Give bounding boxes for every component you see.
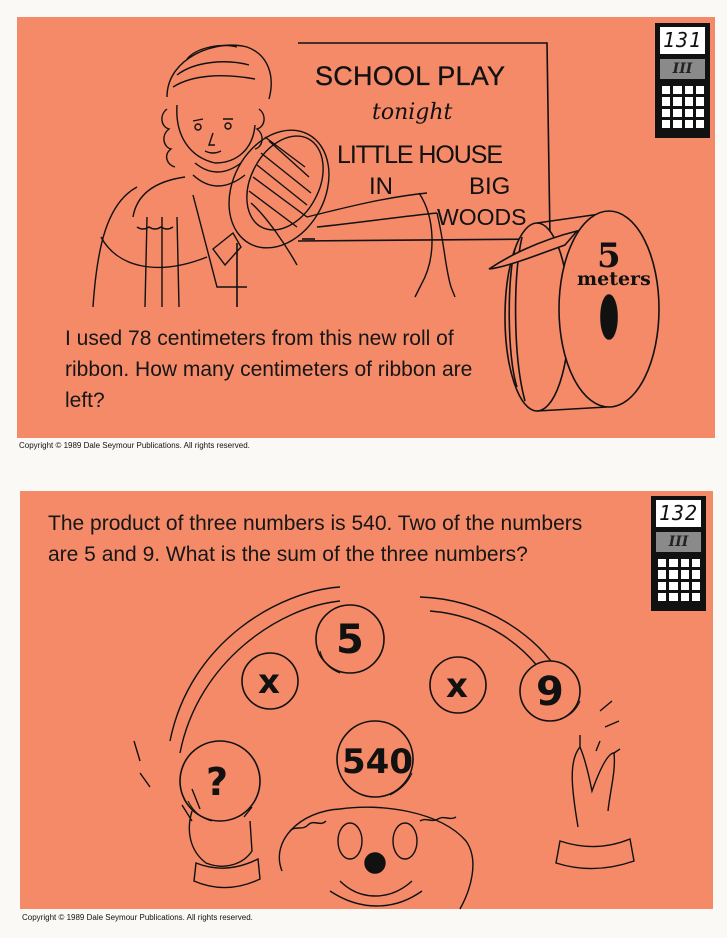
ball-unknown: ?: [206, 760, 229, 804]
sign-line-4: IN: [369, 173, 393, 200]
sign-line-3: LITTLE HOUSE: [337, 141, 503, 169]
juggling-balls: [180, 605, 580, 821]
roll-number: 5: [597, 236, 621, 276]
juggling-clown-illustration: [20, 491, 713, 909]
copyright-131: Copyright © 1989 Dale Seymour Publications. All rights reserved.: [19, 441, 250, 450]
problem-text-132: The product of three numbers is 540. Two of the numbers are 5 and 9. What is the sum of the three numbers?: [48, 512, 583, 566]
card-number: 131: [660, 27, 705, 54]
calculator-grid-icon: [658, 559, 700, 601]
card-number: 132: [656, 500, 701, 527]
copyright-132: Copyright © 1989 Dale Seymour Publications. All rights reserved.: [22, 913, 253, 922]
problem-text-131: I used 78 centimeters from this new roll of ribbon. How many centimeters of ribbon are left?: [65, 327, 473, 412]
roll-unit: meters: [577, 268, 651, 290]
girl-figure: [93, 45, 297, 307]
level-badge-icon: [651, 496, 706, 611]
sign-line-2: tonight: [372, 100, 453, 125]
ball-five: 5: [336, 617, 364, 663]
level-label: III: [656, 532, 701, 552]
ball-times-1: x: [258, 662, 280, 702]
calculator-grid-icon: [662, 86, 704, 128]
clown-figure: [279, 807, 473, 909]
sign-line-5: BIG: [469, 173, 511, 200]
problem-card-132: [20, 491, 713, 909]
ball-times-2: x: [446, 666, 468, 706]
sign-line-6: WOODS: [437, 204, 527, 230]
level-label: III: [660, 59, 705, 79]
ball-product: 540: [342, 742, 413, 782]
ball-nine: 9: [536, 669, 564, 715]
problem-card-131: [17, 17, 715, 438]
ribbon-roll: [489, 211, 659, 411]
sign-line-1: SCHOOL PLAY: [315, 61, 505, 91]
level-badge-icon: [655, 23, 710, 138]
